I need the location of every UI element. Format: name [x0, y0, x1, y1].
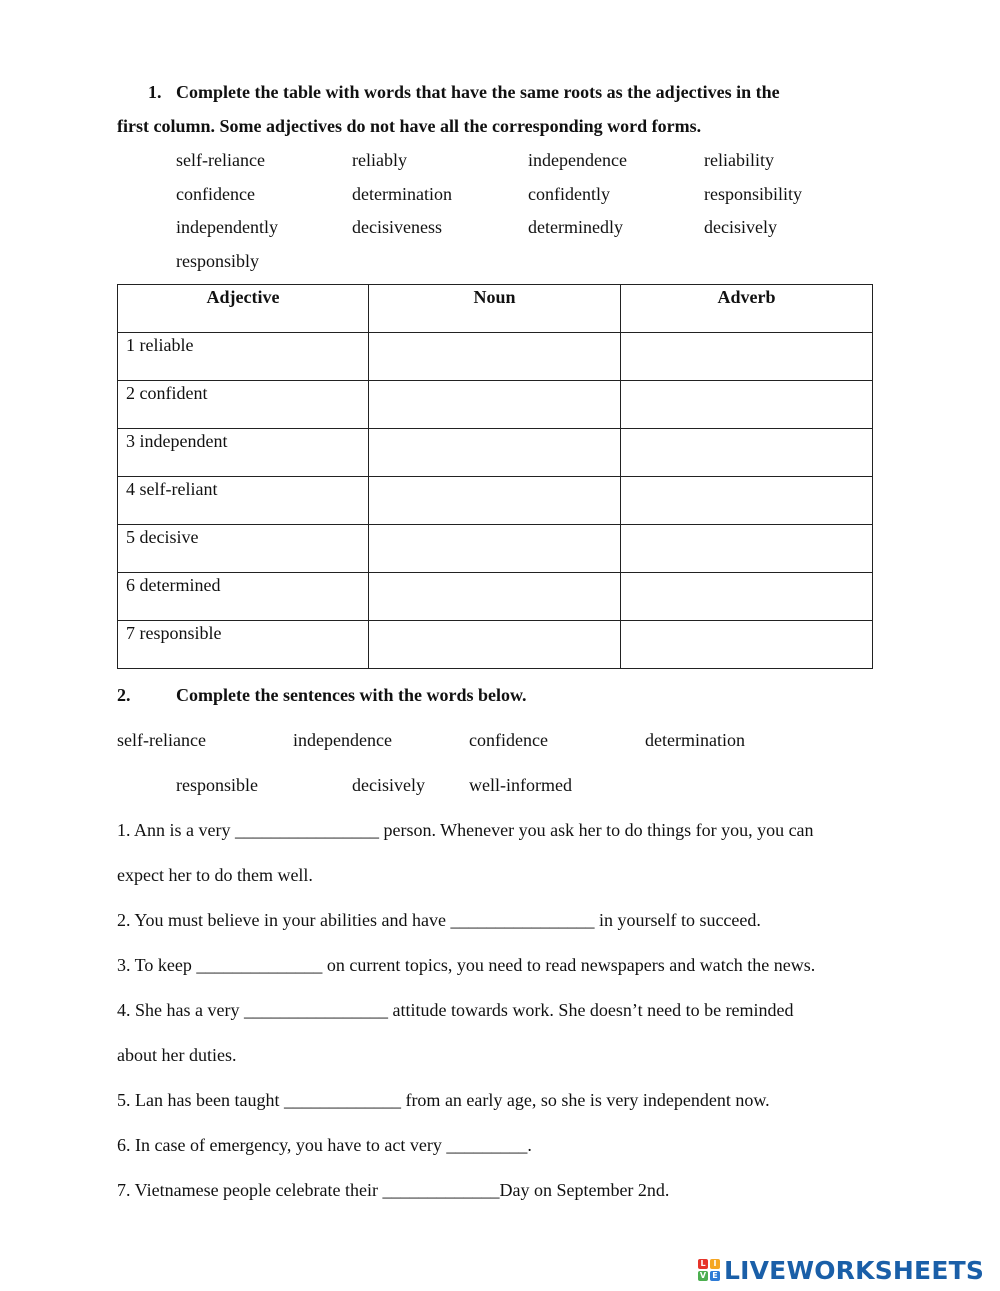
- header-adjective: Adjective: [118, 285, 369, 333]
- sentence-line[interactable]: 2. You must believe in your abilities and have ________________ in yourself to succeed.: [117, 910, 761, 930]
- sentence-line[interactable]: 3. To keep ______________ on current topics, you need to read newspapers and watch the news.: [117, 955, 816, 975]
- table-row: [118, 429, 873, 477]
- sentence-line: about her duties.: [117, 1045, 237, 1065]
- logo-mark-icon: [698, 1259, 720, 1281]
- noun-answer-cell[interactable]: [369, 381, 621, 429]
- adverb-answer-cell[interactable]: [621, 429, 873, 477]
- word-bank-item: responsibly: [176, 251, 259, 271]
- word-bank-item: determination: [645, 730, 745, 750]
- adverb-answer-cell[interactable]: [621, 573, 873, 621]
- word-bank-item: confidence: [469, 730, 548, 750]
- adverb-answer-cell[interactable]: [621, 333, 873, 381]
- adjective-cell: 6 determined: [118, 573, 369, 621]
- exercise1-instruction-line1: Complete the table with words that have the same roots as the adjectives in the: [176, 82, 780, 102]
- sentence-line: expect her to do them well.: [117, 865, 313, 885]
- adjective-cell: 7 responsible: [118, 621, 369, 669]
- word-bank-item: determinedly: [528, 217, 623, 237]
- logo-text: LIVEWORKSHEETS: [724, 1255, 985, 1285]
- adverb-answer-cell[interactable]: [621, 525, 873, 573]
- word-bank-item: well-informed: [469, 775, 572, 795]
- table-row: [118, 333, 873, 381]
- noun-answer-cell[interactable]: [369, 477, 621, 525]
- exercise1-number: 1.: [148, 82, 162, 102]
- word-bank-item: responsibility: [704, 184, 802, 204]
- noun-answer-cell[interactable]: [369, 621, 621, 669]
- word-bank-item: determination: [352, 184, 452, 204]
- word-bank-item: confidently: [528, 184, 610, 204]
- logo-letter: E: [710, 1271, 720, 1281]
- word-bank-item: responsible: [176, 775, 258, 795]
- sentence-line[interactable]: 6. In case of emergency, you have to act very _________.: [117, 1135, 532, 1155]
- word-bank-item: independence: [528, 150, 627, 170]
- adjective-cell: 4 self-reliant: [118, 477, 369, 525]
- noun-answer-cell[interactable]: [369, 525, 621, 573]
- adjective-cell: 5 decisive: [118, 525, 369, 573]
- header-noun: Noun: [369, 285, 621, 333]
- table-row: [118, 573, 873, 621]
- sentence-line[interactable]: 5. Lan has been taught _____________ from an early age, so she is very independent now.: [117, 1090, 770, 1110]
- word-bank-item: reliably: [352, 150, 407, 170]
- table-header-row: [118, 285, 873, 333]
- table-row: [118, 525, 873, 573]
- table-row: [118, 477, 873, 525]
- word-bank-item: decisively: [352, 775, 425, 795]
- word-bank-item: decisiveness: [352, 217, 442, 237]
- table-row: [118, 381, 873, 429]
- logo-letter: V: [699, 1271, 707, 1280]
- logo-letter: L: [698, 1259, 708, 1269]
- adjective-cell: 2 confident: [118, 381, 369, 429]
- sentence-line[interactable]: 7. Vietnamese people celebrate their _____________Day on September 2nd.: [117, 1180, 670, 1200]
- noun-answer-cell[interactable]: [369, 429, 621, 477]
- exercise1-instruction-line2: first column. Some adjectives do not have all the corresponding word forms.: [117, 116, 702, 136]
- adjective-cell: 1 reliable: [118, 333, 369, 381]
- word-forms-table: [117, 284, 873, 669]
- word-bank-item: independently: [176, 217, 278, 237]
- sentence-line[interactable]: 4. She has a very ________________ attitude towards work. She doesn’t need to be reminded: [117, 1000, 794, 1020]
- header-adverb: Adverb: [621, 285, 873, 333]
- exercise2-number: 2.: [117, 685, 131, 705]
- word-bank-item: self-reliance: [176, 150, 265, 170]
- table-row: [118, 621, 873, 669]
- liveworksheets-logo[interactable]: [698, 1254, 984, 1286]
- exercise2-instruction: Complete the sentences with the words below.: [176, 685, 527, 705]
- adverb-answer-cell[interactable]: [621, 381, 873, 429]
- noun-answer-cell[interactable]: [369, 573, 621, 621]
- word-bank-item: decisively: [704, 217, 777, 237]
- word-bank-item: independence: [293, 730, 392, 750]
- word-bank-item: confidence: [176, 184, 255, 204]
- adverb-answer-cell[interactable]: [621, 477, 873, 525]
- sentence-line[interactable]: 1. Ann is a very ________________ person. Whenever you ask her to do things for you, you can: [117, 820, 814, 840]
- word-bank-item: reliability: [704, 150, 774, 170]
- adjective-cell: 3 independent: [118, 429, 369, 477]
- adverb-answer-cell[interactable]: [621, 621, 873, 669]
- logo-letter: I: [710, 1259, 720, 1269]
- noun-answer-cell[interactable]: [369, 333, 621, 381]
- word-bank-item: self-reliance: [117, 730, 206, 750]
